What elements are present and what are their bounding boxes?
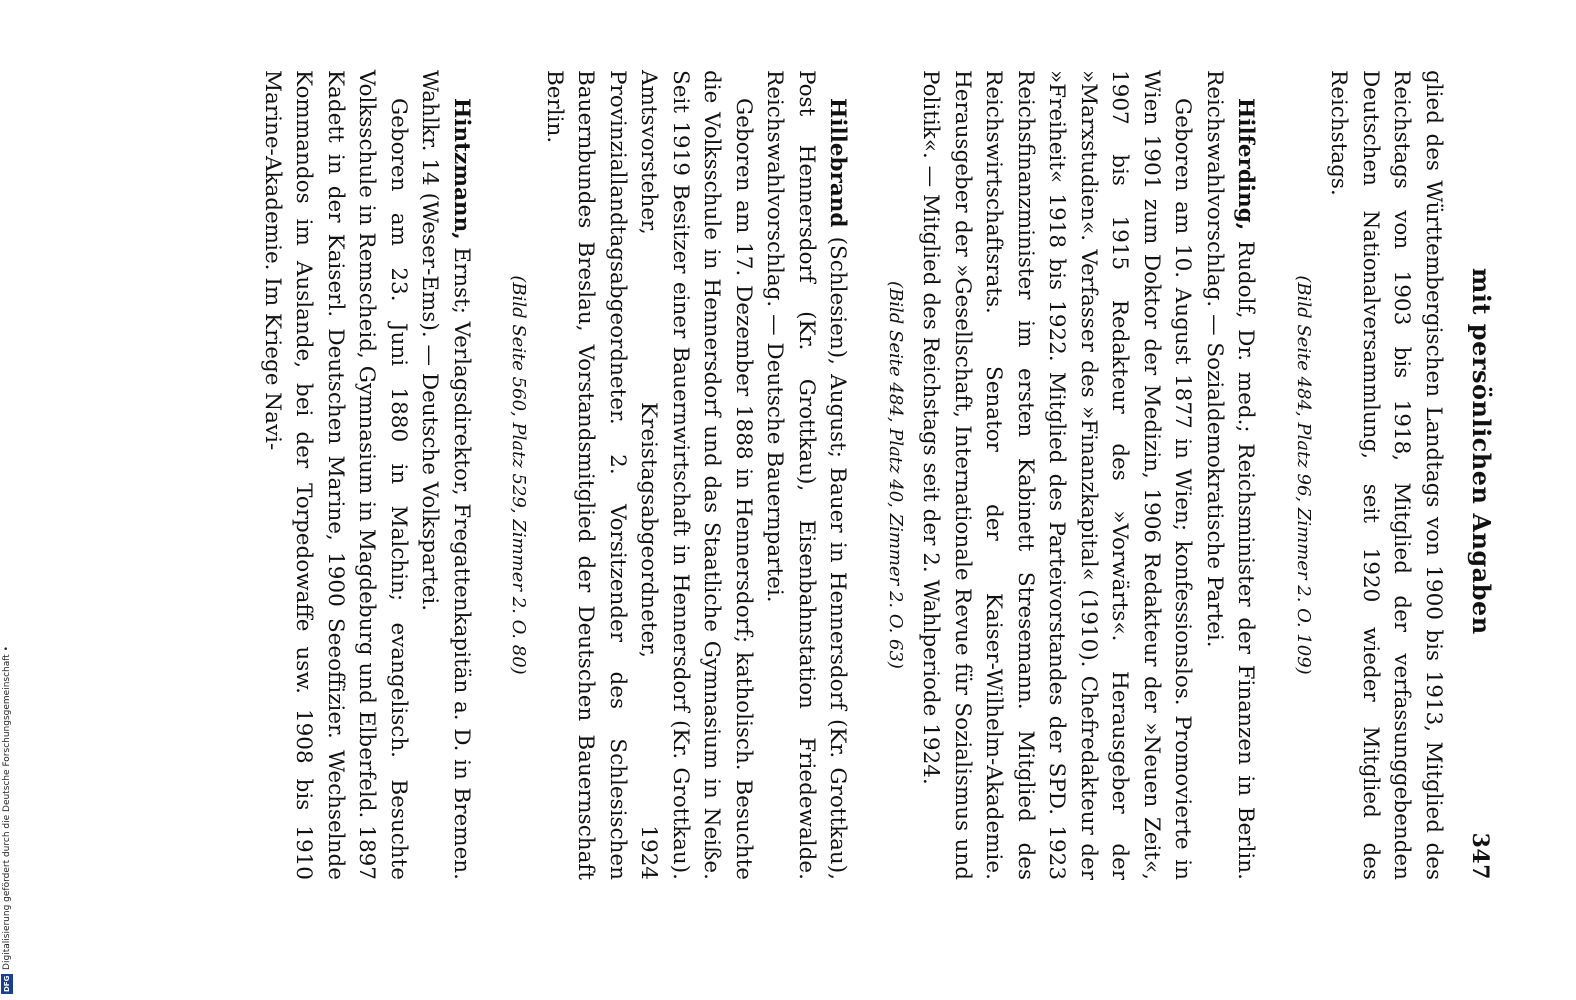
entry-name: Hintzmann, (449, 98, 474, 240)
running-title: mit persönlichen Angaben (1467, 267, 1496, 635)
entry-ref: (Bild Seite 560, Platz 529, Zimmer 2. O. 80) (508, 275, 530, 675)
page-number: 347 (1467, 832, 1493, 880)
entry-hintzmann (257, 70, 478, 880)
entry-summary: (Schlesien), August; Bauer in Hennersdorf (Kr. Grottkau), Post Hennersdorf (Kr. Grottkau), Eisenbahnstation Friedewalde. Reichswahlvorschlag. — Deutsche Bauernpartei. (762, 70, 851, 880)
entry-ref: (Bild Seite 484, Platz 40, Zimmer 2. O. 63) (885, 281, 906, 669)
entry-biography: Geboren am 10. August 1877 in Wien; konfessionslos. Promovierte in Wien 1901 zum Doktor der Medizin, 1906 Redakteur der »Neuen Zeit«, 1907 bis 1915 Redakteur des »Vorwärts«. Herausgeber der »Marxstudien«. Verfasser des »Finanzkapital« (1910). Chefredakteur der »Freiheit« 1918 bis 1922. Mitglied des Parteivorstandes der SPD. 1923 Reichsfinanzminister im ersten Kabinett Stresemann. Mitglied des Reichswirtschaftsrats. Senator der Kaiser-Wilhelm-Akademie. Herausgeber der »Gesellschaft, Internationale Revue für Sozialismus und Politik«. — Mitglied des Reichstags seit der 2. Wahlperiode 1924. (918, 70, 1196, 880)
continuation-text: glied des Württembergischen Landtags von 1900 bis 1913, Mitglied des Reichstags von 1903 bis 1918, Mitglied der verfassunggebenden Deutschen Nationalversammlung, seit 1920 wieder Mitglied des Reichstags. (1326, 70, 1446, 880)
page-header (1467, 70, 1496, 880)
entry-hilferding (880, 70, 1262, 880)
entry-name: Hillebrand (825, 98, 851, 228)
entry-hillebrand (503, 70, 854, 880)
entry-biography: Geboren am 17. Dezember 1888 in Hennersdorf; katholisch. Besuchte die Volksschule in Hennersdorf und das Staatliche Gymnasium in Neiße. Seit 1919 Besitzer einer Bauernwirtschaft in Hennersdorf (Kr. Grottkau). Amtsvorsteher, Kreistagsabgeordneter, 1924 Provinziallandtagsabgeordneter. 2. Vorsitzender des Schlesischen Bauernbundes Breslau, Vorstandsmitglied der Deutschen Bauernschaft Berlin. (542, 70, 756, 880)
document-body (257, 70, 1450, 880)
entry-biography: Geboren am 23. Juni 1880 in Malchin; evangelisch. Besuchte Volksschule in Remscheid, Gymnasium in Magdeburg und Elberfeld. 1897 Kadett in der Kaiserl. Deutschen Marine, 1900 Seeoffizier. Wechselnde Kommandos im Auslande, bei der Torpedowaffe usw. 1908 bis 1910 Marine-Akademie. Im Kriege Navi- (260, 70, 411, 880)
digitization-credit (0, 0, 14, 1000)
entry-summary: Rudolf, Dr. med.; Reichsminister der Finanzen in Berlin. Reichswahlvorschlag. — Sozialdemokratische Partei. (1202, 70, 1259, 880)
dfg-logo: DFG (3, 975, 11, 993)
continuation-ref: (Bild Seite 484, Platz 96, Zimmer 2. O. 109) (1293, 275, 1314, 675)
entry-name: Hilferding, (1233, 98, 1259, 231)
digitization-credit-text: Digitalisierung gefördert durch die Deutsche Forschungsgemeinschaft • (2, 646, 12, 970)
entry-summary: Ernst; Verlagsdirektor, Fregattenkapitän a. D. in Bremen. Wahlkr. 14 (Weser-Ems). — Deutsche Volkspartei. (417, 70, 474, 880)
